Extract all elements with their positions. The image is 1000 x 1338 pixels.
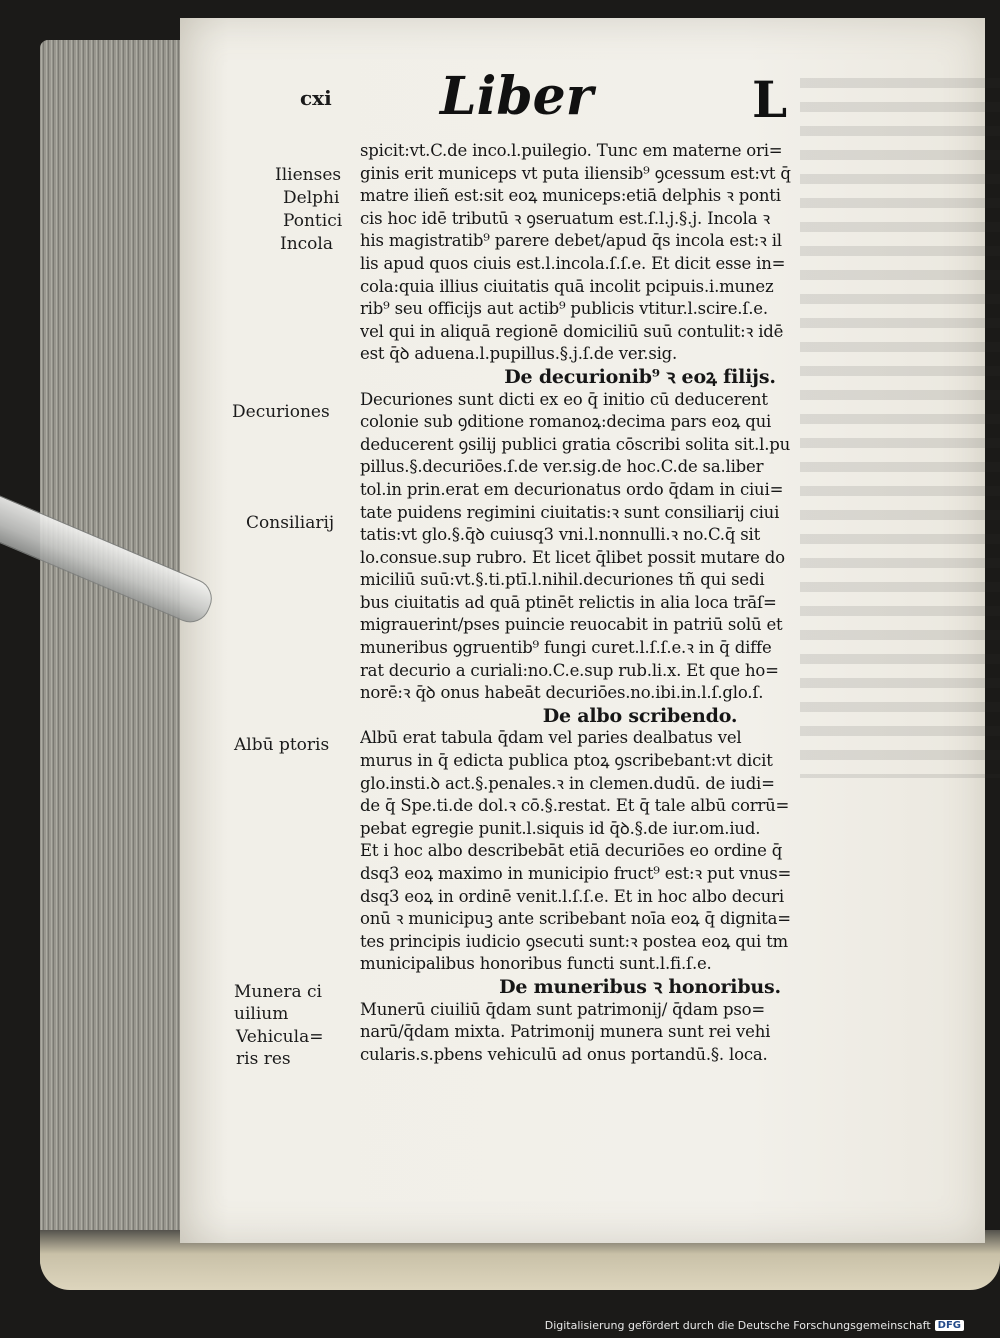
text-line: cularis.s.pbens vehiculū ad onus portandū.§. loca.	[360, 1044, 768, 1064]
text-line: municipalibus honoribus functi sunt.l.fi.ſ.e.	[360, 954, 712, 974]
text-line: vel qui in aliquā regionē domiciliū suū contulit:ꝛ idē	[360, 321, 784, 341]
main-text-column	[360, 140, 880, 1066]
text-line: cola:quia illius ciuitatis quā incolit pcipuis.i.munez	[360, 276, 774, 296]
book-number: L	[752, 70, 788, 129]
text-line: his magistratib⁹ parere debet/apud q̄s incola est:ꝛ il	[360, 231, 782, 251]
running-title: Liber	[440, 66, 594, 127]
text-line: Decuriones sunt dicti ex eo q̄ initio cū deducerent	[360, 389, 768, 409]
text-line: tatis:vt glo.§.q̄ꝺ cuiusq3 vni.l.nonnulli.ꝛ no.C.q̄ sit	[360, 525, 761, 545]
margin-note: Ilienses	[275, 165, 342, 185]
section-heading: De albo scribendo.	[542, 704, 738, 727]
margin-note: Consiliarij	[246, 513, 335, 533]
margin-note: Pontici	[283, 211, 343, 231]
funding-text: Digitalisierung gefördert durch die Deutsche Forschungsgemeinschaft	[544, 1319, 931, 1332]
text-line: de q̄ Spe.ti.de dol.ꝛ cō.§.restat. Et q̄ tale albū corrū=	[360, 796, 790, 816]
margin-note: Incola	[280, 234, 333, 254]
text-line: muneribus ꝯgruentib⁹ fungi curet.l.ſ.ſ.e.ꝛ in q̄ diffe	[360, 638, 772, 658]
text-line: dsq3 eoꝝ maximo in municipio fruct⁹ est:ꝛ put vnus=	[360, 864, 792, 883]
margin-note: Munera ci uilium	[234, 982, 322, 1024]
text-line: miciliū suū:vt.§.ti.ptī.l.nihil.decuriones tñ qui sedi	[360, 570, 765, 590]
text-line: glo.insti.ꝺ act.§.penales.ꝛ in clemen.dudū. de iudi=	[360, 773, 775, 793]
text-line: dsq3 eoꝝ in ordinē venit.l.ſ.ſ.e. Et in hoc albo decuri	[360, 886, 784, 906]
text-line: Munerū ciuiliū q̄dam sunt patrimonij/ q̄dam pso=	[360, 999, 766, 1019]
dfg-logo: DFG	[935, 1320, 964, 1331]
text-line: norē:ꝛ q̄ꝺ onus habeāt decuriōes.no.ibi.in.l.ſ.glo.ſ.	[360, 683, 764, 703]
text-line: rib⁹ seu officijs aut actib⁹ publicis vtitur.l.scire.ſ.e.	[360, 299, 768, 319]
margin-note: Delphi	[283, 188, 340, 208]
text-line: onū ꝛ municipuꝫ ante scribebant noīa eoꝝ q̄ dignita=	[360, 909, 791, 929]
text-line: spicit:vt.C.de inco.l.puilegio. Tunc em materne ori=	[360, 141, 783, 160]
text-line: Albū erat tabula q̄dam vel paries dealbatus vel	[360, 728, 742, 748]
margin-note: Albū ptoris	[234, 735, 330, 755]
section-heading: De decurionib⁹ ꝛ eoꝝ filijs.	[504, 365, 776, 388]
text-line: tol.in prin.erat em decurionatus ordo q̄dam in ciui=	[360, 479, 784, 499]
text-line: est q̄ꝺ aduena.l.pupillus.§.j.ſ.de ver.sig.	[360, 344, 678, 364]
text-line: pillus.§.decuriōes.ſ.de ver.sig.de hoc.C.de sa.liber	[360, 457, 764, 477]
funding-note	[545, 1319, 964, 1332]
margin-note: Decuriones	[232, 402, 330, 422]
text-line: lo.consue.sup rubro. Et licet q̄libet possit mutare do	[360, 547, 785, 567]
text-line: murus in q̄ edicta publica ptoꝝ ꝯscribebant:vt dicit	[360, 751, 773, 771]
margin-note: Vehicula= ris res	[236, 1027, 324, 1069]
text-line: tes principis iudicio ꝯsecuti sunt:ꝛ postea eoꝝ qui tm	[360, 931, 788, 951]
text-line: lis apud quos ciuis est.l.incola.ſ.ſ.e. Et dicit esse in=	[360, 253, 786, 273]
text-line: matre ilieñ est:sit eoꝝ municeps:etiā delphis ꝛ ponti	[360, 186, 781, 206]
text-line: tate puidens regimini ciuitatis:ꝛ sunt consiliarij ciui	[360, 502, 780, 522]
text-line: narū/q̄dam mixta. Patrimonij munera sunt rei vehi	[360, 1022, 771, 1042]
text-line: Et i hoc albo describebāt etiā decuriōes eo ordine q̄	[360, 841, 783, 861]
text-line: pebat egregie punit.l.siquis id q̄ꝺ.§.de iur.om.iud.	[360, 818, 761, 838]
text-line: rat decurio a curiali:no.C.e.sup rub.li.x. Et que ho=	[360, 660, 779, 680]
section-heading: De muneribus ꝛ honoribus.	[499, 975, 781, 998]
text-line: cis hoc idē tributū ꝛ ꝯseruatum est.ſ.l.j.§.j. Incola ꝛ	[360, 208, 771, 228]
text-line: colonie sub ꝯditione romanoꝝ:decima pars eoꝝ qui	[360, 412, 772, 432]
text-line: migrauerint/pses puincie reuocabit in patriū solū et	[360, 615, 783, 635]
folio-number: cxi	[300, 86, 332, 110]
text-line: deducerent ꝯsilij publici gratia cōscribi solita sit.l.pu	[360, 434, 791, 454]
text-line: ginis erit municeps vt puta iliensib⁹ ꝯcessum est:vt q̄	[360, 163, 791, 183]
text-line: bus ciuitatis ad quā ptinēt relictis in alia loca trāſ=	[360, 592, 777, 612]
